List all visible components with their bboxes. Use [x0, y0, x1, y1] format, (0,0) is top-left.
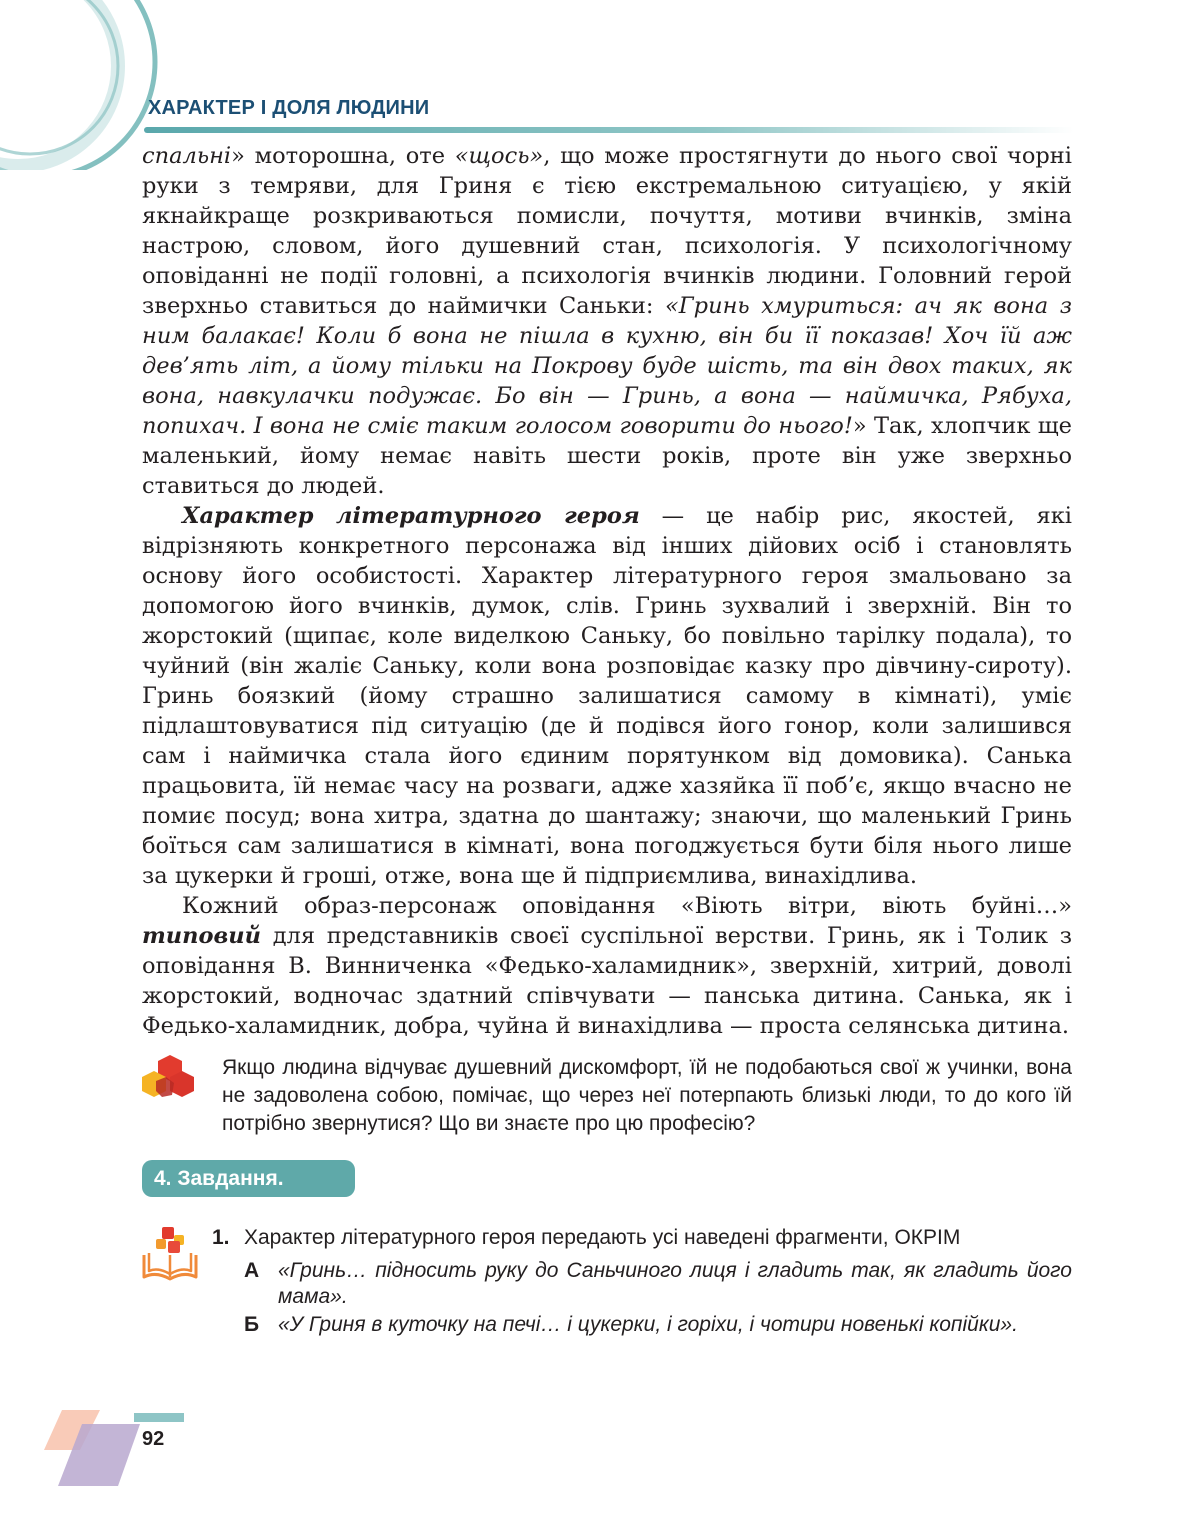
text-span: «щось»	[454, 143, 544, 169]
text-span: Кожний образ-персонаж оповідання «Віють вітри, віють буйні…»	[182, 893, 1072, 919]
option-letter: А	[244, 1259, 260, 1282]
option-text: «У Гриня в куточку на печі… і цукерки, і горіхи, і чотири новенькі копійки».	[278, 1313, 1018, 1336]
quote-span: «Гринь хмуриться: ач як вона з ним балакає! Коли б вона не пішла в кухню, він би її показав! Хоч їй аж дев’ять літ, а йому тільки на Покрову буде шість, та він двох таких, як вона, навкулачки подужає. Бо він — Гринь, а вона — наймичка, Рябуха, попихач. І вона не сміє таким голосом говорити до нього!	[142, 293, 1072, 439]
header-rule	[144, 127, 1074, 133]
chapter-title: ХАРАКТЕР І ДОЛЯ ЛЮДИНИ	[148, 97, 430, 119]
text-span: — це набір рис, якостей, які відрізняють конкретного персонажа від інших дійових осіб і становлять основу його особистості. Характер літературного героя змальовано за допомогою його вчинків, думок, слів. Гринь зухвалий і зверхній. Він то жорстокий (щипає, коле виделкою Саньку, бо повільно тарілку подала), то чуйний (він жаліє Саньку, коли вона розповідає казку про дівчину-сироту). Гринь боязкий (йому страшно залишатися самому в кімнаті), уміє підлаштовуватися під ситуацію (де й подівся його гонор, коли залишився сам і наймичка стала його єдиним порятунком від домовика). Санька працьовита, їй немає часу на розваги, адже хазяйка її поб’є, якщо вчасно не помиє посуд; вона хитра, здатна до шантажу; знаючи, що маленький Гринь боїться сам залишатися в кімнаті, вона погоджується бути біля нього лише за цукерки й гроші, отже, вона ще й підприємлива, винахідлива.	[142, 503, 1072, 889]
task-number: 1.	[212, 1226, 230, 1249]
page-number: 92	[142, 1428, 165, 1450]
text-span: спальні	[142, 143, 232, 169]
paragraph-3	[142, 891, 1072, 1041]
text-span: для представників своєї суспільної верстви. Гринь, як і Толик з оповідання В. Винниченка «Федько-халамидник», зверхній, хитрий, доволі жорстокий, водночас здатний співчувати — панська дитина. Санька, як і Федько-халамидник, добра, чуйна й винахідлива — проста селянська дитина.	[142, 923, 1072, 1039]
option-letter: Б	[244, 1313, 260, 1336]
text-span: » Так, хлопчик ще маленький, йому немає навіть шести років, проте він уже зверхньо ставиться до людей.	[142, 413, 1072, 499]
main-text	[142, 141, 1072, 1041]
option-text: «Гринь… підносить руку до Саньчиного лиця і гладить так, як гладить його мама».	[278, 1259, 1072, 1308]
task-text: Характер літературного героя передають усі наведені фрагменти, ОКРІМ	[244, 1226, 961, 1249]
term-span: типовий	[142, 923, 262, 949]
text-span: » моторошна, оте	[231, 143, 455, 169]
book-icon	[140, 1225, 200, 1283]
section-heading: 4. Завдання.	[142, 1160, 355, 1197]
paragraph-2	[142, 501, 1072, 891]
text-span: , що може простягнути до нього свої чорні руки з темряви, для Гриня є тією екстремальною ситуацією, у якій якнайкраще розкриваються помисли, почуття, мотиви вчинків, зміна настрою, словом, його душевний стан, психологія. У психологічному оповіданні не події головні, а психологія вчинків людини. Головний герой зверхньо ставиться до наймички Саньки:	[142, 143, 1072, 319]
paragraph-1	[142, 141, 1072, 501]
term-span: Характер літературного героя	[182, 503, 640, 529]
hexagons-icon	[136, 1055, 204, 1105]
question-text: Якщо людина відчуває душевний дискомфорт, їй не подобаються свої ж учинки, вона не задоволена собою, помічає, що через неї потерпають близькі люди, то до кого їй потрібно звернутися? Що ви знаєте про цю професію?	[222, 1056, 1072, 1135]
